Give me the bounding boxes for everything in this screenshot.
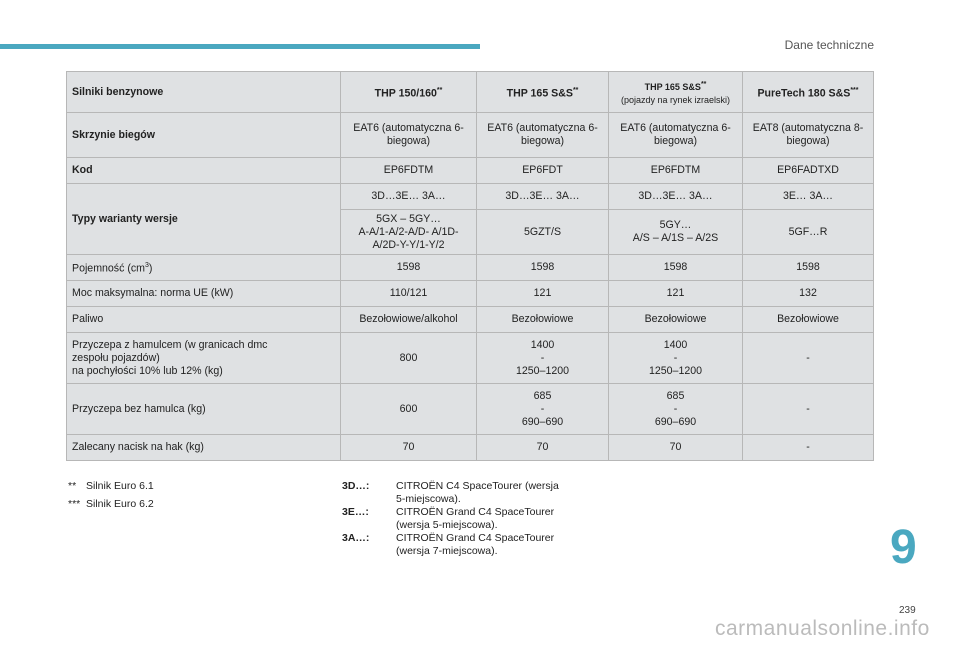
table-cell: - bbox=[743, 435, 874, 461]
table-cell: 110/121 bbox=[341, 281, 477, 307]
table-cell: Bezołowiowe bbox=[477, 307, 609, 333]
header-cell-engines: Silniki benzynowe bbox=[67, 72, 341, 113]
table-cell: 5GX – 5GY… A-A/1-A/2-A/D- A/1D- A/2D-Y-Y/1-Y/2 bbox=[341, 210, 477, 255]
table-cell: 3D…3E… 3A… bbox=[341, 184, 477, 210]
table-cell: 3D…3E… 3A… bbox=[477, 184, 609, 210]
table-cell: EP6FDTM bbox=[341, 158, 477, 184]
model-legend-item: 3D…: CITROËN C4 SpaceTourer (wersja 5-miejscowa). bbox=[342, 480, 559, 505]
model-legend bbox=[342, 480, 592, 558]
table-cell: EAT6 (automatyczna 6-biegowa) bbox=[341, 113, 477, 158]
table-cell: 121 bbox=[477, 281, 609, 307]
table-cell: 1598 bbox=[743, 255, 874, 281]
table-cell: EAT8 (automatyczna 8-biegowa) bbox=[743, 113, 874, 158]
table-cell: 1598 bbox=[609, 255, 743, 281]
table-row bbox=[67, 333, 874, 384]
table-row bbox=[67, 384, 874, 435]
row-label: Pojemność $(cm^3)$ bbox=[67, 255, 341, 281]
table-cell: 132 bbox=[743, 281, 874, 307]
table-row bbox=[67, 307, 874, 333]
table-row bbox=[67, 184, 874, 210]
table-cell: 685 - 690–690 bbox=[609, 384, 743, 435]
table-row bbox=[67, 113, 874, 158]
header-cell-puretech180: PureTech 180 S&S*** bbox=[743, 72, 874, 113]
engine-specs-table bbox=[66, 71, 874, 461]
model-legend-item: 3A…: CITROËN Grand C4 SpaceTourer (wersja 7-miejscowa). bbox=[342, 532, 555, 557]
table-cell: 1598 bbox=[341, 255, 477, 281]
table-cell: 3D…3E… 3A… bbox=[609, 184, 743, 210]
row-label: Przyczepa z hamulcem (w granicach dmc zespołu pojazdów) na pochyłości 10% lub 12% (kg) bbox=[67, 333, 341, 384]
row-label: Przyczepa bez hamulca (kg) bbox=[67, 384, 341, 435]
watermark: carmanualsonline.info bbox=[715, 617, 930, 640]
table-cell: Bezołowiowe/alkohol bbox=[341, 307, 477, 333]
table-cell: 5GZT/S bbox=[477, 210, 609, 255]
table-header-row bbox=[67, 72, 874, 113]
table-cell: 600 bbox=[341, 384, 477, 435]
table-cell: 1400 - 1250–1200 bbox=[477, 333, 609, 384]
section-title: Dane techniczne bbox=[784, 38, 874, 52]
row-label: Typy warianty wersje bbox=[67, 184, 341, 255]
row-label: Paliwo bbox=[67, 307, 341, 333]
model-legend-item: 3E…: CITROËN Grand C4 SpaceTourer (wersja 5-miejscowa). bbox=[342, 506, 555, 531]
header-cell-thp165: THP 165 S&S** bbox=[477, 72, 609, 113]
table-cell: Bezołowiowe bbox=[609, 307, 743, 333]
row-label: Zalecany nacisk na hak (kg) bbox=[67, 435, 341, 461]
table-cell: 70 bbox=[341, 435, 477, 461]
table-cell: EAT6 (automatyczna 6-biegowa) bbox=[609, 113, 743, 158]
table-cell: 5GF…R bbox=[743, 210, 874, 255]
table-cell: 685 - 690–690 bbox=[477, 384, 609, 435]
table-cell: 70 bbox=[477, 435, 609, 461]
table-cell: 121 bbox=[609, 281, 743, 307]
footnote: *** Silnik Euro 6.2 bbox=[68, 498, 154, 510]
table-cell: 70 bbox=[609, 435, 743, 461]
table-cell: EP6FDT bbox=[477, 158, 609, 184]
page-number: 239 bbox=[899, 605, 916, 616]
table-cell: Bezołowiowe bbox=[743, 307, 874, 333]
table-row bbox=[67, 158, 874, 184]
row-label: Kod bbox=[67, 158, 341, 184]
table-cell: - bbox=[743, 384, 874, 435]
table-cell: - bbox=[743, 333, 874, 384]
table-cell: EAT6 (automatyczna 6-biegowa) bbox=[477, 113, 609, 158]
chapter-number: 9 bbox=[890, 521, 917, 574]
row-label: Moc maksymalna: norma UE (kW) bbox=[67, 281, 341, 307]
footnotes bbox=[68, 480, 154, 516]
table-cell: 1400 - 1250–1200 bbox=[609, 333, 743, 384]
table-cell: EP6FDTM bbox=[609, 158, 743, 184]
row-label: Skrzynie biegów bbox=[67, 113, 341, 158]
table-row bbox=[67, 281, 874, 307]
table-row bbox=[67, 255, 874, 281]
table-row bbox=[67, 435, 874, 461]
table-cell: 3E… 3A… bbox=[743, 184, 874, 210]
header-cell-thp165-israel: THP 165 S&S** (pojazdy na rynek izraelski) bbox=[609, 72, 743, 113]
table-cell: 5GY… A/S – A/1S – A/2S bbox=[609, 210, 743, 255]
header-accent-bar bbox=[0, 44, 480, 49]
table-cell: EP6FADTXD bbox=[743, 158, 874, 184]
footnote: ** Silnik Euro 6.1 bbox=[68, 480, 154, 492]
header-cell-thp150: THP 150/160** bbox=[341, 72, 477, 113]
table-cell: 800 bbox=[341, 333, 477, 384]
table-cell: 1598 bbox=[477, 255, 609, 281]
